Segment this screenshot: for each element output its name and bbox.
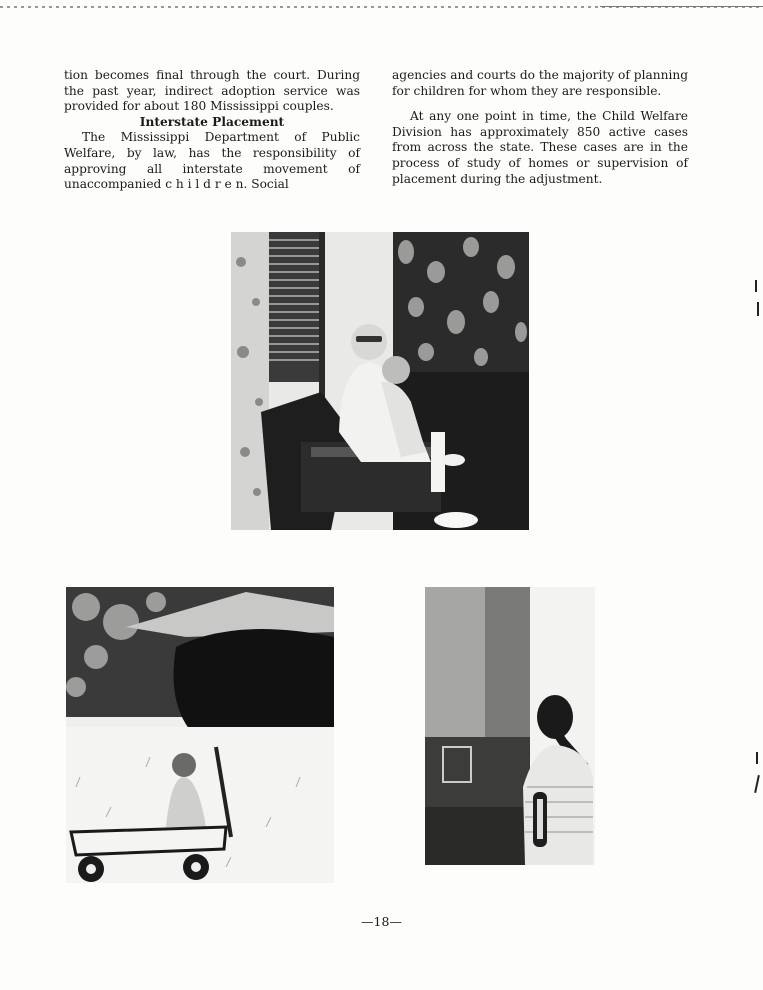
page-number: —18— — [361, 914, 402, 929]
margin-mark — [757, 302, 759, 316]
section-heading: Interstate Placement — [139, 114, 285, 129]
photo-boy-by-wall — [425, 587, 595, 865]
paragraph: agencies and courts do the majority of planning for children for whom they are responsible. — [392, 68, 688, 98]
margin-mark — [756, 752, 758, 764]
top-border-line — [600, 6, 763, 7]
text-column-right — [392, 68, 688, 187]
paragraph: At any one point in time, the Child Welfare Division has approximately 850 active cases from across the state. These cases are in the process of study of homes or supervision of placement during the adjustment. — [392, 109, 688, 186]
paragraph: The Mississippi Department of Public Welfare, by law, has the responsibility of approving all interstate movement of unaccompanied c h i l d r e n. Social — [64, 130, 360, 192]
photo-child-in-wagon — [66, 587, 334, 883]
margin-mark — [754, 775, 760, 793]
text-column-left — [64, 68, 360, 193]
photo-woman-with-child — [231, 232, 529, 530]
paragraph: tion becomes final through the court. During the past year, indirect adoption service was provided for about 180 Mississippi couples. — [64, 68, 360, 114]
margin-mark — [755, 280, 757, 292]
